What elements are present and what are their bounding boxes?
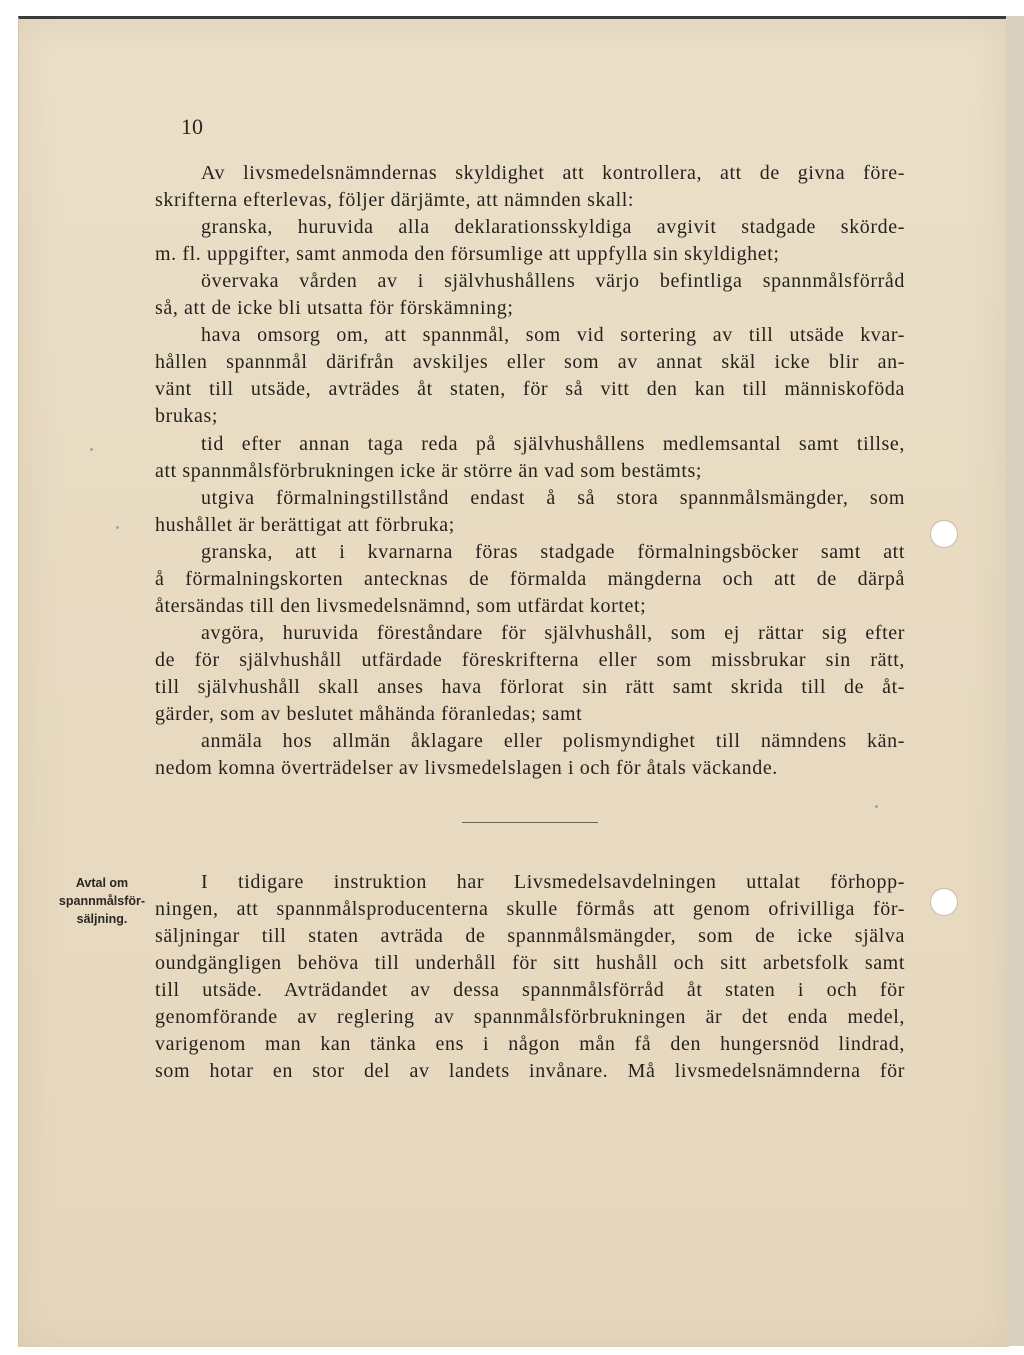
margin-note-line: Avtal om bbox=[75, 876, 129, 890]
text-line: Av livsmedelsnämndernas skyldighet att kontrollera, att de givna före- bbox=[201, 162, 905, 184]
text-line: återsändas till den livsmedelsnämnd, som utfärdat kortet; bbox=[155, 594, 647, 617]
paper-speck bbox=[90, 448, 93, 451]
text-line: som hotar en stor del av landets invånare. Må livsmedelsnämnderna för bbox=[155, 1060, 905, 1083]
text-line: oundgängligen behöva till underhåll för sitt hushåll och sitt arbetsfolk samt bbox=[155, 952, 905, 975]
paper-speck bbox=[116, 526, 119, 529]
paper-speck bbox=[875, 805, 878, 808]
text-line: granska, att i kvarnarna föras stadgade förmalningsböcker samt att bbox=[201, 540, 905, 563]
margin-note-line: säljning. bbox=[76, 912, 128, 926]
text-line: m. fl. uppgifter, samt anmoda den försumlige att uppfylla sin skyldighet; bbox=[155, 243, 780, 266]
text-line: ningen, att spannmålsproducenterna skulle förmås att genom ofrivilliga för- bbox=[155, 898, 905, 921]
text-line: granska, huruvida alla deklarationsskyldiga avgivit stadgade skörde- bbox=[201, 216, 905, 239]
text-line: varigenom man kan tänka ens i någon mån få den hungersnöd lindrad, bbox=[155, 1033, 905, 1056]
text-line: skrifterna efterlevas, följer därjämte, att nämnden skall: bbox=[155, 189, 635, 212]
text-line: å förmalningskorten antecknas de förmalda mängderna och att de därpå bbox=[155, 567, 905, 590]
page-number: 10 bbox=[181, 114, 203, 139]
text-line: hushållet är berättigat att förbruka; bbox=[155, 513, 455, 536]
paper-edge bbox=[1006, 16, 1024, 1346]
margin-note bbox=[56, 874, 148, 928]
text-line: till utsäde. Avträdandet av dessa spannmålsförråd åt staten i och för bbox=[155, 979, 905, 1002]
text-line: hållen spannmål därifrån avskiljes eller som av annat skäl icke blir an- bbox=[155, 351, 905, 374]
text-line: gärder, som av beslutet måhända föranledas; samt bbox=[155, 703, 583, 725]
text-line: tid efter annan taga reda på självhushållens medlemsantal samt tillse, bbox=[201, 432, 905, 455]
text-line: anmäla hos allmän åklagare eller polismyndighet till nämndens kän- bbox=[201, 730, 905, 753]
margin-note-line: spannmålsför- bbox=[58, 894, 146, 908]
binder-hole-icon bbox=[930, 520, 958, 548]
text-line: avgöra, huruvida föreståndare för självhushåll, som ej rättar sig efter bbox=[201, 621, 905, 644]
text-line: så, att de icke bli utsatta för förskämning; bbox=[155, 297, 514, 320]
text-line: övervaka vården av i självhushållens värjo befintliga spannmålsförråd bbox=[201, 270, 905, 293]
text-line: I tidigare instruktion har Livsmedelsavdelningen uttalat förhopp- bbox=[201, 871, 905, 893]
text-line: brukas; bbox=[155, 405, 219, 428]
text-line: hava omsorg om, att spannmål, som vid sortering av till utsäde kvar- bbox=[201, 324, 905, 347]
text-line: utgiva förmalningstillstånd endast å så stora spannmålsmängder, som bbox=[201, 486, 905, 509]
text-line: genomförande av reglering av spannmålsförbrukningen är det enda medel, bbox=[155, 1006, 905, 1029]
text-line: nedom komna överträdelser av livsmedelslagen i och för åtals väckande. bbox=[155, 757, 778, 780]
text-line: säljningar till staten avträda de spannmålsmängder, som de icke själva bbox=[155, 925, 905, 948]
text-line: att spannmålsförbrukningen icke är större än vad som bestämts; bbox=[155, 459, 703, 482]
binder-hole-icon bbox=[930, 888, 958, 916]
section-divider bbox=[462, 822, 598, 823]
text-line: de för självhushåll utfärdade föreskrifterna eller som missbrukar sin rätt, bbox=[155, 648, 905, 671]
text-line: vänt till utsäde, avträdes åt staten, för så vitt den kan till människoföda bbox=[155, 378, 905, 401]
text-line: till självhushåll skall anses hava förlorat sin rätt samt skrida till de åt- bbox=[155, 675, 905, 698]
